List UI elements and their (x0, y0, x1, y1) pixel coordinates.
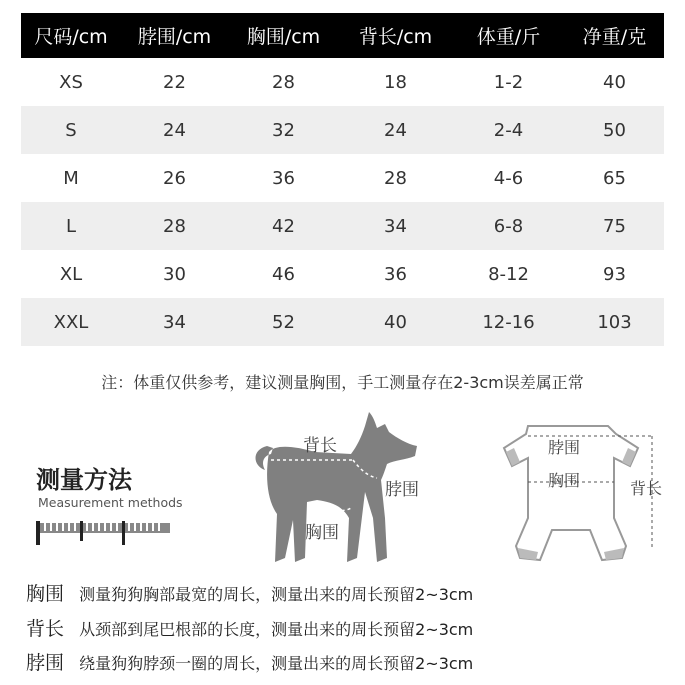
definition-text: 绕量狗狗脖颈一圈的周长，测量出来的周长预留2~3cm (79, 654, 474, 673)
cell-chest: 36 (272, 167, 295, 189)
table-row (21, 106, 664, 154)
definition-term: 背长 (26, 618, 65, 640)
definition-term: 脖围 (26, 652, 65, 674)
table-row (21, 298, 664, 346)
dog-label-chest: 胸围 (305, 523, 339, 543)
table-row (21, 154, 664, 202)
cell-size: S (65, 119, 77, 141)
cell-neck: 26 (163, 167, 186, 189)
cell-back: 18 (384, 71, 407, 93)
size-table (21, 13, 664, 346)
cell-neck: 22 (163, 71, 186, 93)
cell-neck: 24 (163, 119, 186, 141)
garment-diagram (490, 418, 675, 573)
cell-chest: 28 (272, 71, 295, 93)
definition-back (26, 614, 473, 641)
cell-net-weight: 50 (603, 119, 626, 141)
header-chest: 胸围/cm (246, 26, 321, 48)
cell-size: XXL (53, 311, 89, 333)
table-row (21, 250, 664, 298)
cell-chest: 46 (272, 263, 295, 285)
definition-term: 胸围 (26, 583, 65, 605)
cell-neck: 30 (163, 263, 186, 285)
cell-chest: 32 (272, 119, 295, 141)
definition-chest (26, 579, 473, 606)
cell-weight: 4-6 (493, 167, 524, 189)
cell-back: 36 (384, 263, 407, 285)
cell-size: L (65, 215, 77, 237)
table-row (21, 58, 664, 106)
cell-chest: 52 (272, 311, 295, 333)
cell-net-weight: 75 (603, 215, 626, 237)
cell-back: 24 (384, 119, 407, 141)
header-back: 背长/cm (358, 26, 433, 48)
cell-net-weight: 65 (603, 167, 626, 189)
garment-label-chest: 胸围 (548, 471, 581, 490)
dog-label-back: 背长 (303, 436, 337, 456)
definition-text: 从颈部到尾巴根部的长度，测量出来的周长预留2~3cm (79, 620, 474, 639)
cell-weight: 12-16 (482, 311, 535, 333)
cell-neck: 34 (163, 311, 186, 333)
header-neck: 脖围/cm (137, 26, 212, 48)
cell-chest: 42 (272, 215, 295, 237)
cell-size: M (63, 167, 79, 189)
cell-size: XS (59, 71, 83, 93)
header-weight: 体重/斤 (476, 26, 541, 48)
cell-net-weight: 40 (603, 71, 626, 93)
cell-back: 40 (384, 311, 407, 333)
cell-net-weight: 93 (603, 263, 626, 285)
dog-label-neck: 脖围 (385, 480, 419, 500)
header-size: 尺码/cm (34, 26, 108, 48)
ruler-icon (36, 515, 176, 547)
header-net-weight: 净重/克 (582, 26, 647, 48)
cell-net-weight: 103 (597, 311, 632, 333)
dog-diagram (245, 408, 435, 573)
method-title: 测量方法 (36, 466, 132, 494)
cell-weight: 6-8 (493, 215, 524, 237)
cell-size: XL (59, 263, 83, 285)
cell-back: 34 (384, 215, 407, 237)
table-header (21, 13, 664, 58)
cell-weight: 1-2 (493, 71, 524, 93)
table-row (21, 202, 664, 250)
cell-back: 28 (384, 167, 407, 189)
cell-weight: 2-4 (493, 119, 524, 141)
measurement-note: 注：体重仅供参考，建议测量胸围，手工测量存在2-3cm误差属正常 (101, 373, 584, 392)
method-subtitle: Measurement methods (38, 495, 183, 510)
definition-text: 测量狗狗胸部最宽的周长，测量出来的周长预留2~3cm (79, 585, 474, 604)
cell-weight: 8-12 (488, 263, 529, 285)
cell-neck: 28 (163, 215, 186, 237)
garment-label-back: 背长 (630, 479, 663, 498)
definition-neck (26, 648, 473, 675)
garment-label-neck: 脖围 (548, 438, 581, 457)
